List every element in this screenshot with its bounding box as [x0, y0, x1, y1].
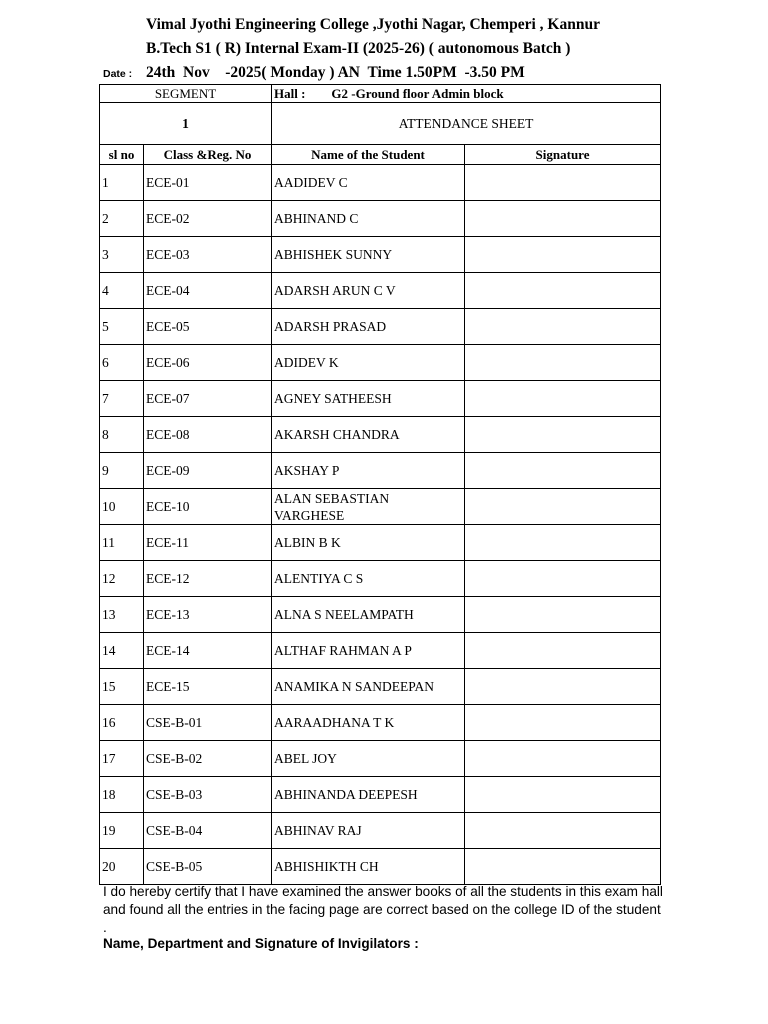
segment-row — [100, 85, 661, 103]
row-slno: 18 — [100, 777, 144, 813]
table-row — [100, 813, 661, 849]
row-student-name: AGNEY SATHEESH — [272, 381, 465, 417]
row-student-name: ALAN SEBASTIAN VARGHESE — [272, 489, 465, 525]
row-slno: 19 — [100, 813, 144, 849]
row-student-name: ANAMIKA N SANDEEPAN — [272, 669, 465, 705]
col-header-signature: Signature — [465, 145, 661, 165]
table-row — [100, 237, 661, 273]
signature-cell[interactable] — [465, 741, 661, 777]
segment-number: 1 — [100, 103, 272, 145]
row-reg-no: ECE-15 — [144, 669, 272, 705]
invigilators-label: Name, Department and Signature of Invigilators : — [103, 936, 419, 951]
attendance-sheet-title: ATTENDANCE SHEET — [272, 103, 661, 145]
row-student-name: ALTHAF RAHMAN A P — [272, 633, 465, 669]
row-slno: 5 — [100, 309, 144, 345]
row-slno: 12 — [100, 561, 144, 597]
attendance-table — [99, 84, 661, 885]
col-header-name: Name of the Student — [272, 145, 465, 165]
row-reg-no: ECE-02 — [144, 201, 272, 237]
table-row — [100, 561, 661, 597]
signature-cell[interactable] — [465, 237, 661, 273]
table-row — [100, 201, 661, 237]
row-student-name: ABEL JOY — [272, 741, 465, 777]
row-reg-no: ECE-08 — [144, 417, 272, 453]
row-slno: 3 — [100, 237, 144, 273]
row-student-name: ALNA S NEELAMPATH — [272, 597, 465, 633]
row-slno: 2 — [100, 201, 144, 237]
row-reg-no: ECE-04 — [144, 273, 272, 309]
date-label: Date : — [103, 68, 133, 80]
row-student-name: AKARSH CHANDRA — [272, 417, 465, 453]
table-row — [100, 453, 661, 489]
row-reg-no: CSE-B-05 — [144, 849, 272, 885]
signature-cell[interactable] — [465, 309, 661, 345]
row-reg-no: CSE-B-04 — [144, 813, 272, 849]
certification-text: I do hereby certify that I have examined the answer books of all the students in this exam hall and found all the entries in the facing page are correct based on the college ID of the student . — [103, 884, 663, 935]
table-row — [100, 669, 661, 705]
row-reg-no: CSE-B-02 — [144, 741, 272, 777]
col-header-reg: Class &Reg. No — [144, 145, 272, 165]
row-reg-no: ECE-05 — [144, 309, 272, 345]
signature-cell[interactable] — [465, 381, 661, 417]
col-header-slno: sl no — [100, 145, 144, 165]
signature-cell[interactable] — [465, 417, 661, 453]
signature-cell[interactable] — [465, 453, 661, 489]
row-slno: 14 — [100, 633, 144, 669]
row-slno: 6 — [100, 345, 144, 381]
table-row — [100, 741, 661, 777]
signature-cell[interactable] — [465, 561, 661, 597]
signature-cell[interactable] — [465, 525, 661, 561]
row-student-name: AARAADHANA T K — [272, 705, 465, 741]
table-row — [100, 309, 661, 345]
row-slno: 13 — [100, 597, 144, 633]
row-reg-no: ECE-03 — [144, 237, 272, 273]
row-slno: 20 — [100, 849, 144, 885]
row-slno: 9 — [100, 453, 144, 489]
segment-label: SEGMENT — [100, 85, 272, 103]
row-student-name: ABHISHEK SUNNY — [272, 237, 465, 273]
signature-cell[interactable] — [465, 165, 661, 201]
row-reg-no: ECE-12 — [144, 561, 272, 597]
table-row — [100, 489, 661, 525]
hall-info: Hall : G2 -Ground floor Admin block — [272, 85, 661, 103]
row-reg-no: ECE-13 — [144, 597, 272, 633]
table-row — [100, 849, 661, 885]
title-row — [100, 103, 661, 145]
row-slno: 10 — [100, 489, 144, 525]
table-row — [100, 273, 661, 309]
row-reg-no: ECE-14 — [144, 633, 272, 669]
signature-cell[interactable] — [465, 849, 661, 885]
college-title: Vimal Jyothi Engineering College ,Jyothi Nagar, Chemperi , Kannur — [146, 16, 600, 33]
table-row — [100, 777, 661, 813]
row-reg-no: ECE-07 — [144, 381, 272, 417]
table-row — [100, 417, 661, 453]
row-student-name: ABHISHIKTH CH — [272, 849, 465, 885]
table-row — [100, 345, 661, 381]
signature-cell[interactable] — [465, 813, 661, 849]
row-student-name: AKSHAY P — [272, 453, 465, 489]
row-reg-no: ECE-10 — [144, 489, 272, 525]
row-slno: 11 — [100, 525, 144, 561]
exam-title: B.Tech S1 ( R) Internal Exam-II (2025-26) ( autonomous Batch ) — [146, 40, 571, 57]
row-student-name: ADARSH PRASAD — [272, 309, 465, 345]
signature-cell[interactable] — [465, 345, 661, 381]
row-reg-no: ECE-09 — [144, 453, 272, 489]
row-student-name: ALBIN B K — [272, 525, 465, 561]
table-row — [100, 165, 661, 201]
table-row — [100, 525, 661, 561]
row-student-name: ABHINANDA DEEPESH — [272, 777, 465, 813]
row-slno: 16 — [100, 705, 144, 741]
row-slno: 7 — [100, 381, 144, 417]
row-reg-no: ECE-06 — [144, 345, 272, 381]
row-reg-no: ECE-11 — [144, 525, 272, 561]
table-row — [100, 597, 661, 633]
row-slno: 4 — [100, 273, 144, 309]
date-time-line: 24th Nov -2025( Monday ) AN Time 1.50PM -3.50 PM — [146, 64, 525, 81]
signature-cell[interactable] — [465, 597, 661, 633]
column-header-row — [100, 145, 661, 165]
row-slno: 8 — [100, 417, 144, 453]
row-student-name: ADIDEV K — [272, 345, 465, 381]
row-student-name: ABHINAND C — [272, 201, 465, 237]
row-reg-no: CSE-B-01 — [144, 705, 272, 741]
row-slno: 1 — [100, 165, 144, 201]
row-slno: 17 — [100, 741, 144, 777]
table-row — [100, 381, 661, 417]
signature-cell[interactable] — [465, 273, 661, 309]
signature-cell[interactable] — [465, 489, 661, 525]
table-row — [100, 633, 661, 669]
row-reg-no: CSE-B-03 — [144, 777, 272, 813]
signature-cell[interactable] — [465, 201, 661, 237]
row-slno: 15 — [100, 669, 144, 705]
row-student-name: ADARSH ARUN C V — [272, 273, 465, 309]
row-student-name: ABHINAV RAJ — [272, 813, 465, 849]
signature-cell[interactable] — [465, 633, 661, 669]
row-student-name: ALENTIYA C S — [272, 561, 465, 597]
signature-cell[interactable] — [465, 705, 661, 741]
row-reg-no: ECE-01 — [144, 165, 272, 201]
table-row — [100, 705, 661, 741]
signature-cell[interactable] — [465, 777, 661, 813]
row-student-name: AADIDEV C — [272, 165, 465, 201]
signature-cell[interactable] — [465, 669, 661, 705]
